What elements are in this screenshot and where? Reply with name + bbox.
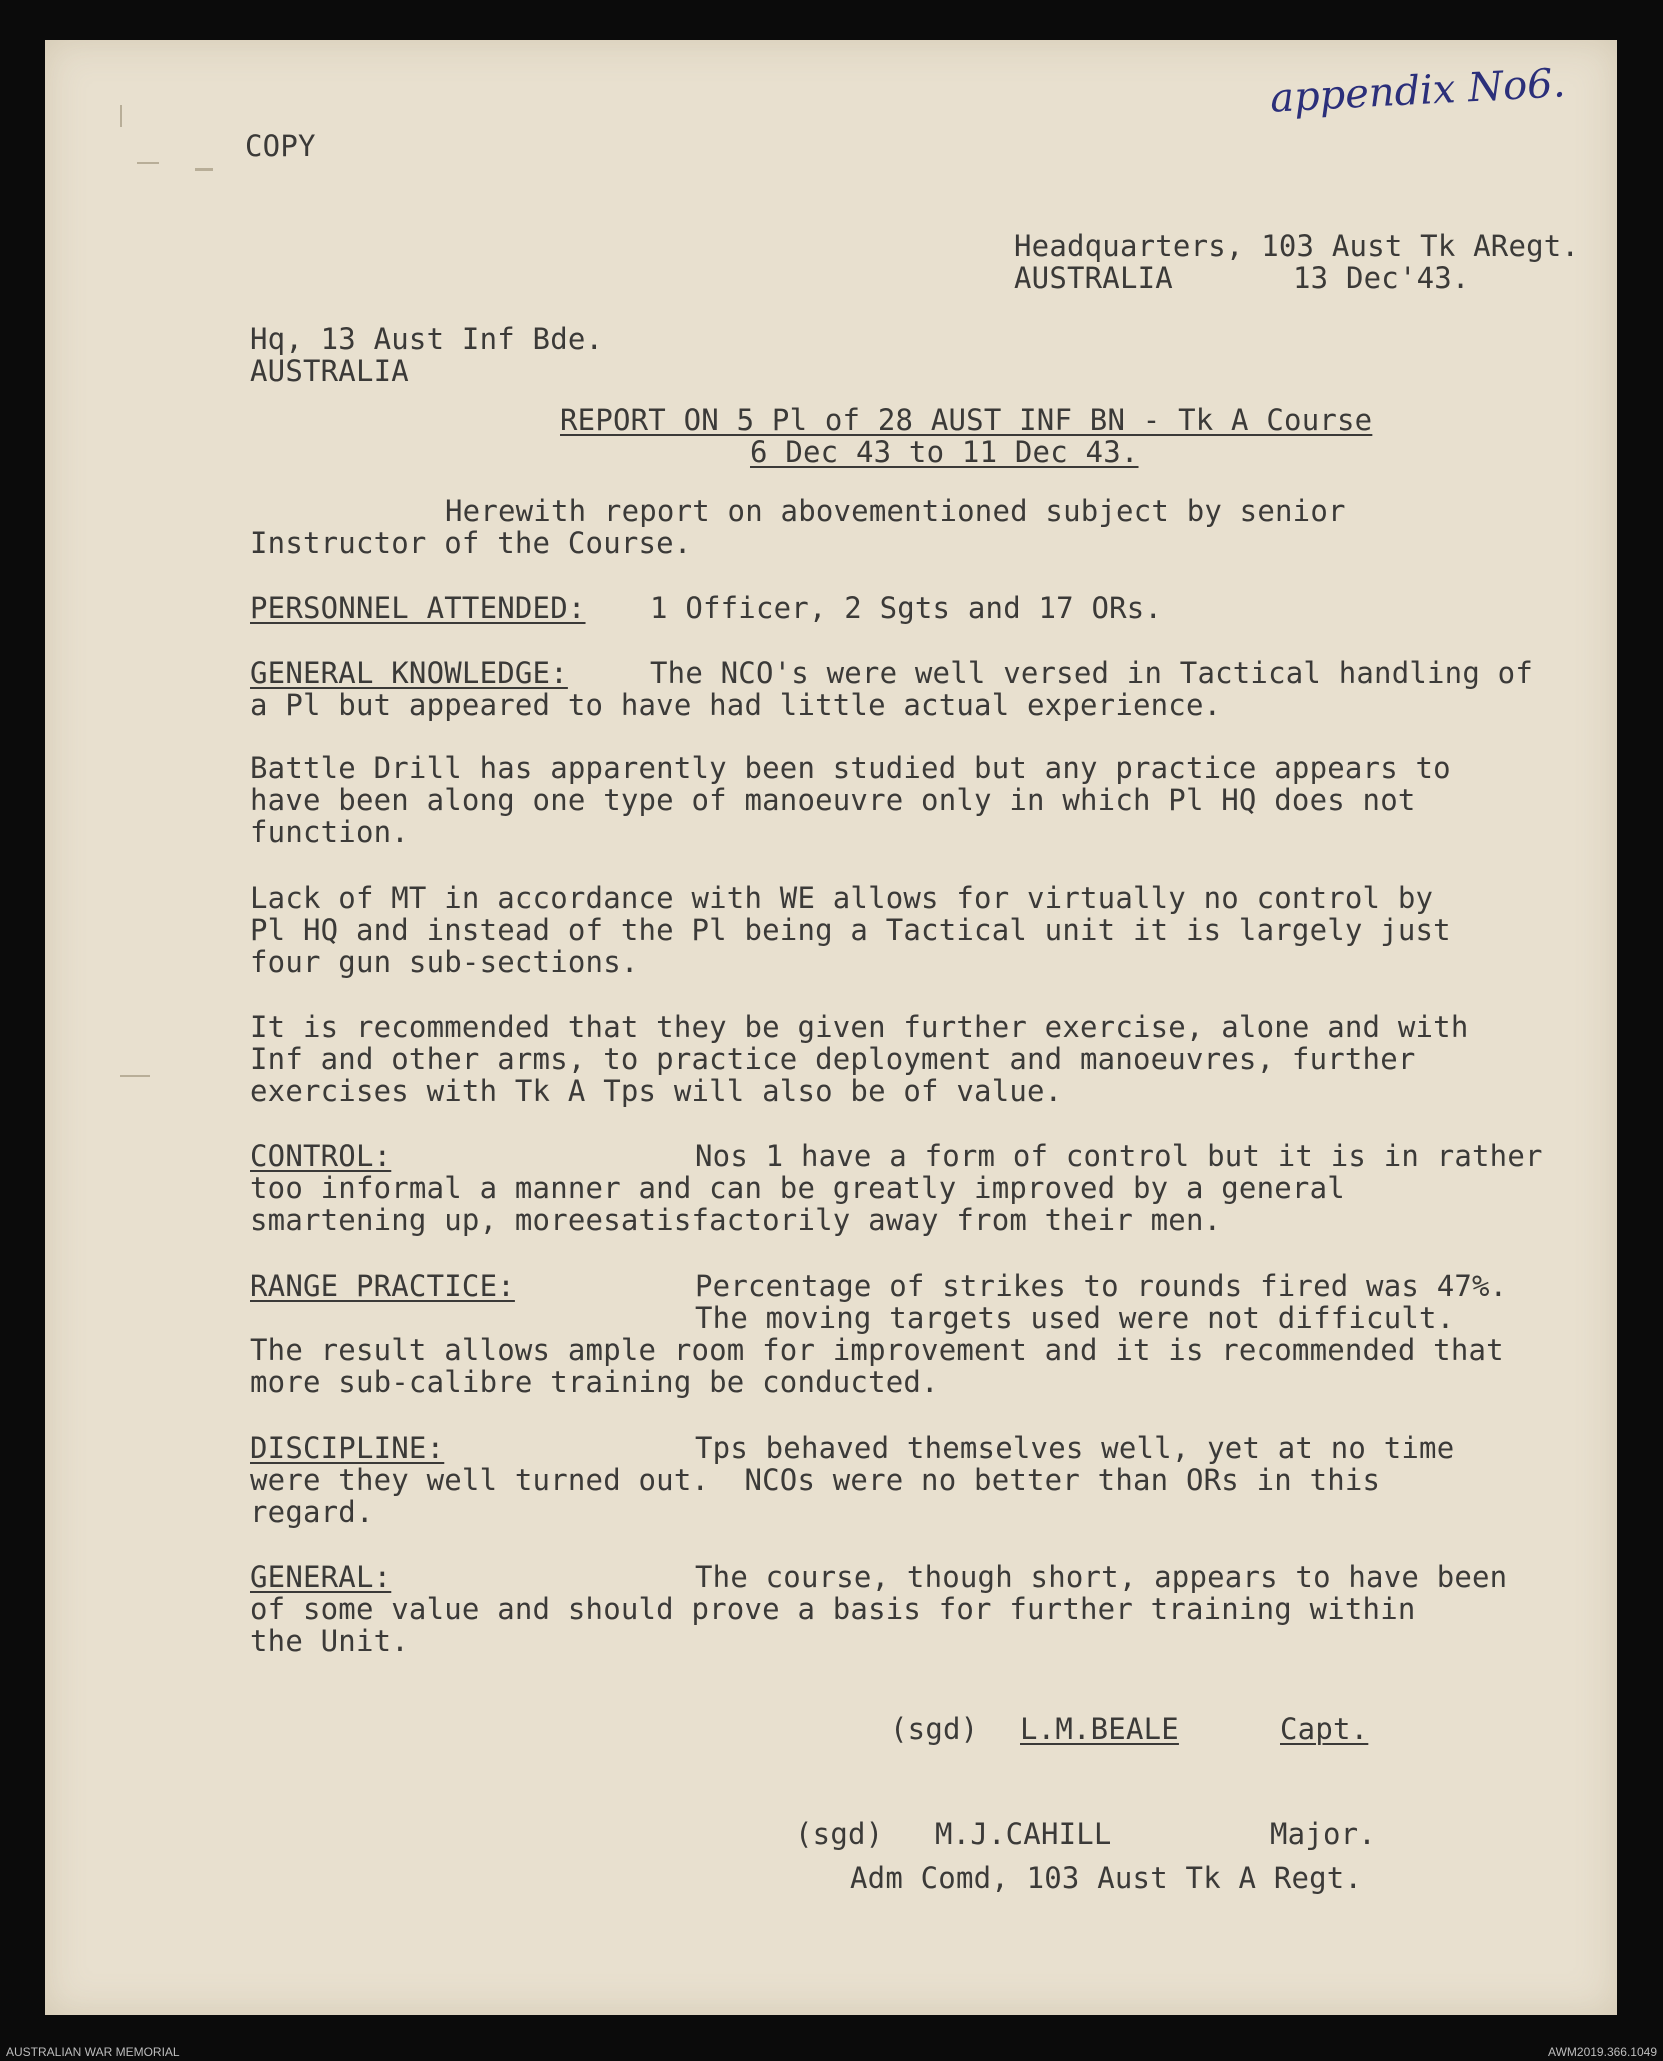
sender-location: AUSTRALIA (1014, 261, 1173, 295)
punch-hole-mark (120, 105, 122, 127)
section-heading: RANGE PRACTICE: (250, 1269, 515, 1303)
copy-mark: COPY (245, 129, 316, 163)
paragraph-line: were they well turned out. NCOs were no better than ORs in this (250, 1463, 1381, 1497)
paragraph-line: It is recommended that they be given further exercise, alone and with (250, 1010, 1469, 1044)
paragraph-line: The result allows ample room for improvement and it is recommended that (250, 1333, 1504, 1367)
paragraph-line: have been along one type of manoeuvre only in which Pl HQ does not (250, 783, 1416, 817)
paragraph-line: more sub-calibre training be conducted. (250, 1365, 939, 1399)
paragraph-line: Pl HQ and instead of the Pl being a Tactical unit it is largely just (250, 913, 1451, 947)
signature-name: M.J.CAHILL (935, 1817, 1112, 1851)
section-heading: GENERAL KNOWLEDGE: (250, 656, 568, 690)
paragraph-line: regard. (250, 1495, 374, 1529)
section-heading: GENERAL: (250, 1560, 392, 1594)
paragraph-line: Lack of MT in accordance with WE allows for virtually no control by (250, 881, 1434, 915)
paragraph-line: four gun sub-sections. (250, 945, 639, 979)
personnel-text: 1 Officer, 2 Sgts and 17 ORs. (650, 591, 1163, 625)
paragraph-line: function. (250, 815, 409, 849)
paragraph-line: Percentage of strikes to rounds fired was 47%. (695, 1269, 1508, 1303)
punch-hole-mark (137, 162, 159, 164)
intro-line: Herewith report on abovementioned subject by senior (445, 494, 1346, 528)
paragraph-line: the Unit. (250, 1624, 409, 1658)
document-page (45, 40, 1617, 2015)
paragraph-line: Inf and other arms, to practice deployment and manoeuvres, further (250, 1042, 1416, 1076)
intro-line: Instructor of the Course. (250, 526, 692, 560)
signature-rank: Major. (1270, 1817, 1376, 1851)
section-heading: PERSONNEL ATTENDED: (250, 591, 586, 625)
paragraph-line: The NCO's were well versed in Tactical handling of (650, 656, 1533, 690)
signature-rank: Capt. (1280, 1712, 1369, 1746)
section-heading: DISCIPLINE: (250, 1431, 445, 1465)
paragraph-line: of some value and should prove a basis for further training within (250, 1592, 1416, 1626)
footer-reference: AWM2019.366.1049 (1548, 2045, 1657, 2059)
paragraph-line: exercises with Tk A Tps will also be of value. (250, 1074, 1063, 1108)
report-dates: 6 Dec 43 to 11 Dec 43. (750, 435, 1139, 469)
sender-line: Headquarters, 103 Aust Tk ARegt. (1014, 229, 1580, 263)
handwritten-annotation: appendix No6. (1268, 60, 1567, 122)
recipient-location: AUSTRALIA (250, 354, 409, 388)
paragraph-line: Battle Drill has apparently been studied but any practice appears to (250, 751, 1451, 785)
signature-title: Adm Comd, 103 Aust Tk A Regt. (850, 1861, 1363, 1895)
paragraph-line: smartening up, moreesatisfactorily away from their men. (250, 1203, 1222, 1237)
paragraph-line: Nos 1 have a form of control but it is in rather (695, 1139, 1543, 1173)
signature-sgd: (sgd) (795, 1817, 884, 1851)
report-title: REPORT ON 5 Pl of 28 AUST INF BN - Tk A Course (560, 403, 1373, 437)
paragraph-line: The moving targets used were not difficult. (695, 1301, 1455, 1335)
recipient-line: Hq, 13 Aust Inf Bde. (250, 322, 604, 356)
footer-institution: AUSTRALIAN WAR MEMORIAL (6, 2045, 180, 2059)
letter-date: 13 Dec'43. (1293, 261, 1470, 295)
paragraph-line: too informal a manner and can be greatly improved by a general (250, 1171, 1345, 1205)
paragraph-line: a Pl but appeared to have had little actual experience. (250, 688, 1222, 722)
signature-sgd: (sgd) (890, 1712, 979, 1746)
paragraph-line: The course, though short, appears to have been (695, 1560, 1508, 1594)
signature-name: L.M.BEALE (1020, 1712, 1179, 1746)
punch-hole-mark (195, 168, 213, 171)
section-heading: CONTROL: (250, 1139, 392, 1173)
punch-hole-mark (120, 1075, 150, 1077)
paragraph-line: Tps behaved themselves well, yet at no time (695, 1431, 1455, 1465)
